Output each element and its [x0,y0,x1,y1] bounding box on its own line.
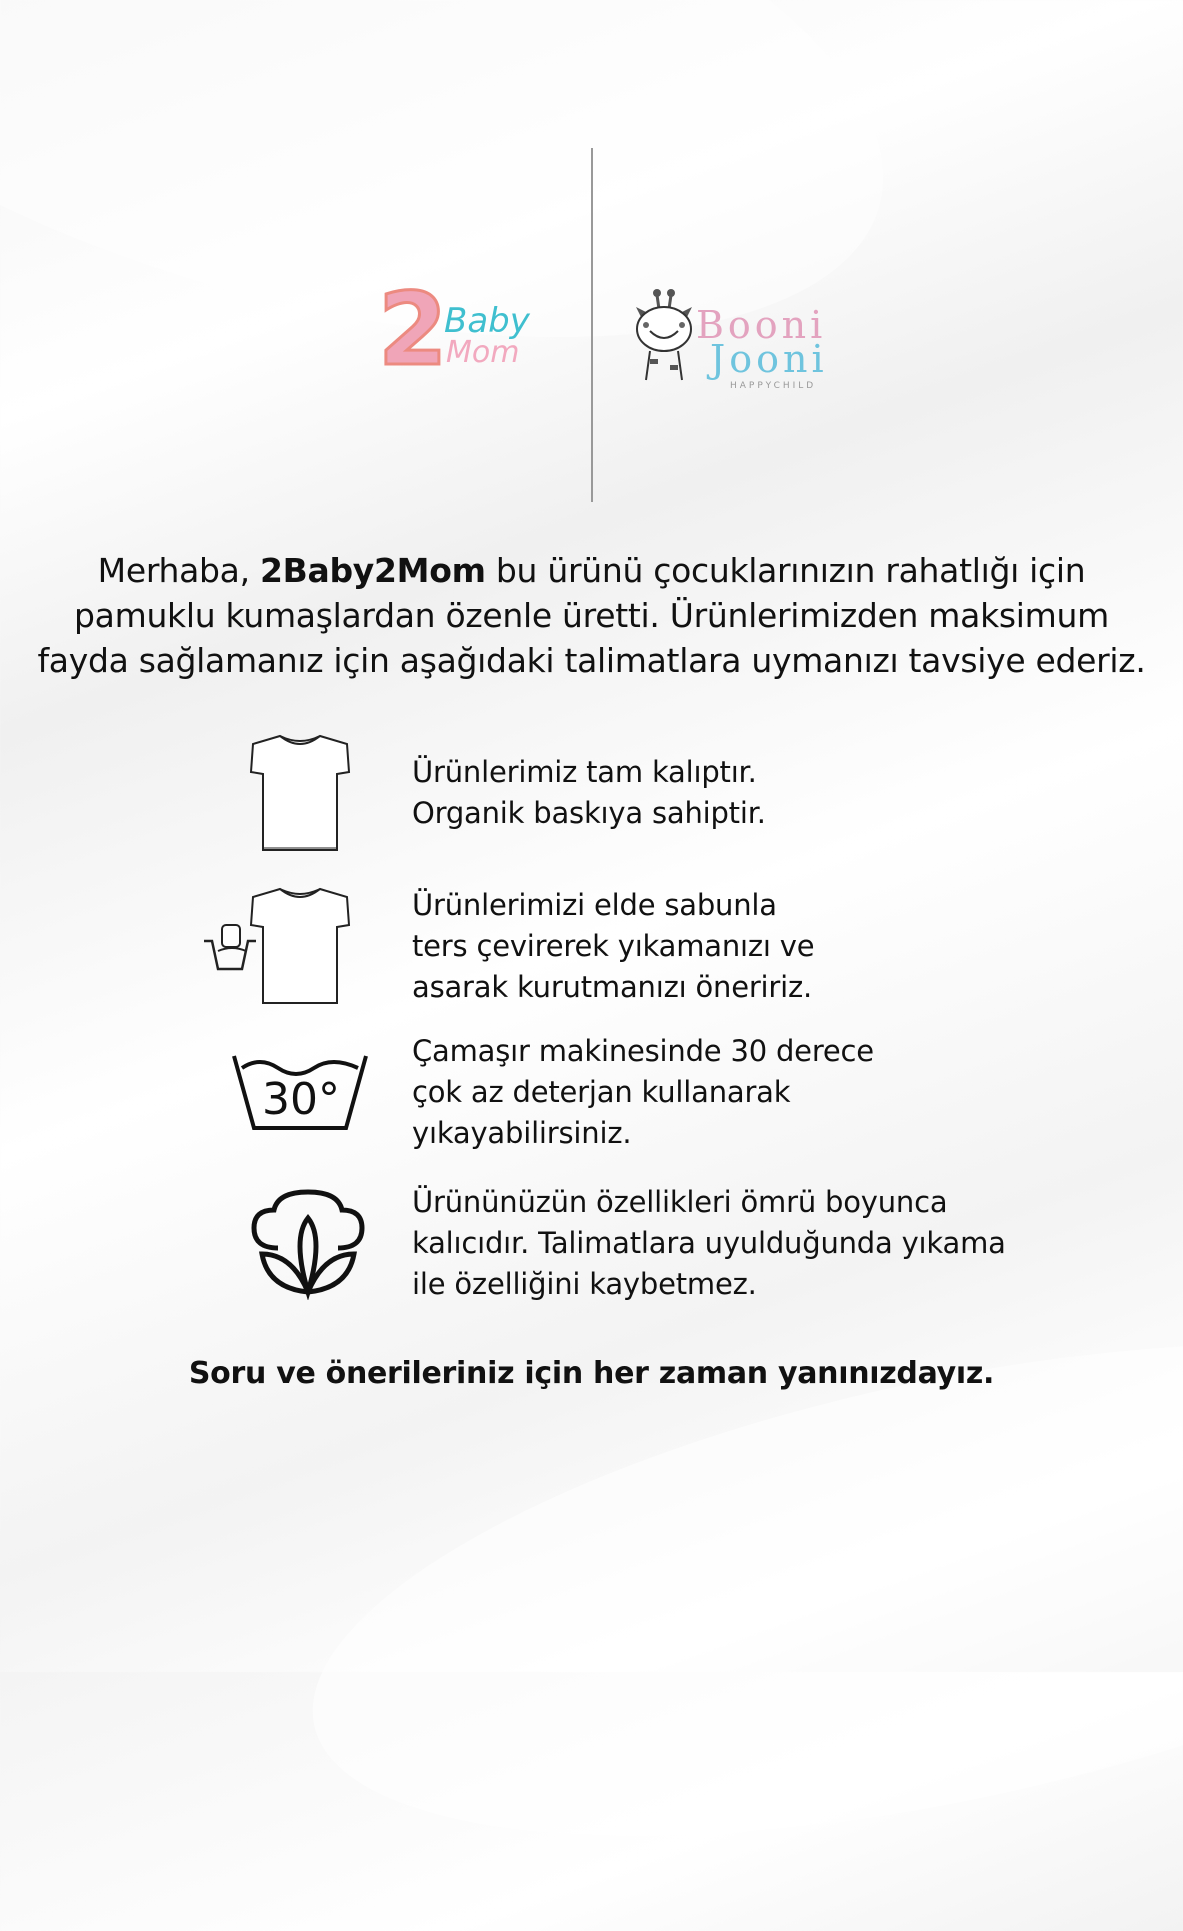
instruction-line: kalıcıdır. Talimatlara uyulduğunda yıkama [412,1226,1006,1260]
intro-paragraph [0,548,1183,683]
logo-number: 2 [378,271,448,388]
instruction-hand-wash [412,885,814,1008]
instruction-line: çok az deterjan kullanarak [412,1075,791,1109]
wash-30-icon [230,1050,370,1130]
logo-divider [591,148,593,502]
intro-text: Merhaba, [97,551,260,590]
giraffe-icon [632,285,696,385]
logo-booni: Booni [696,303,827,347]
brand-name: 2Baby2Mom [260,551,486,590]
intro-text: bu ürünü çocuklarınızın rahatlığı için [485,551,1086,590]
background-swoosh [271,1249,1183,1930]
intro-text: pamuklu kumaşlardan özenle üretti. Ürünlerimizden maksimum [74,596,1109,635]
instruction-line: Ürününüzün özellikleri ömrü boyunca [412,1185,948,1219]
instruction-line: ters çevirerek yıkamanızı ve [412,929,815,963]
intro-text: fayda sağlamanız için aşağıdaki talimatlara uymanızı tavsiye ederiz. [37,641,1146,680]
instruction-line: asarak kurutmanızı öneririz. [412,970,813,1004]
instruction-line: ile özelliğini kaybetmez. [412,1267,757,1301]
cotton-icon [248,1188,368,1300]
instruction-machine-wash [412,1031,874,1154]
logo-jooni: Jooni [710,337,828,381]
instruction-line: Çamaşır makinesinde 30 derece [412,1034,874,1068]
instruction-line: Organik baskıya sahiptir. [412,796,766,830]
instruction-fit [412,752,766,834]
hand-wash-tshirt-icon [202,885,357,1007]
logo-tagline: HAPPYCHILD [730,381,817,391]
instruction-line: Ürünlerimiz tam kalıptır. [412,755,757,789]
tshirt-icon [245,732,355,857]
footer-message: Soru ve önerileriniz için her zaman yanınızdayız. [188,1356,995,1391]
2baby2mom-logo [378,271,538,400]
wash-temperature: 30° [262,1074,340,1125]
logo-baby: Baby [444,301,530,341]
instruction-line: yıkayabilirsiniz. [412,1116,632,1150]
instruction-durability [412,1182,1006,1305]
logo-mom: Mom [446,335,520,370]
booni-jooni-logo [632,285,852,395]
instruction-line: Ürünlerimizi elde sabunla [412,888,777,922]
